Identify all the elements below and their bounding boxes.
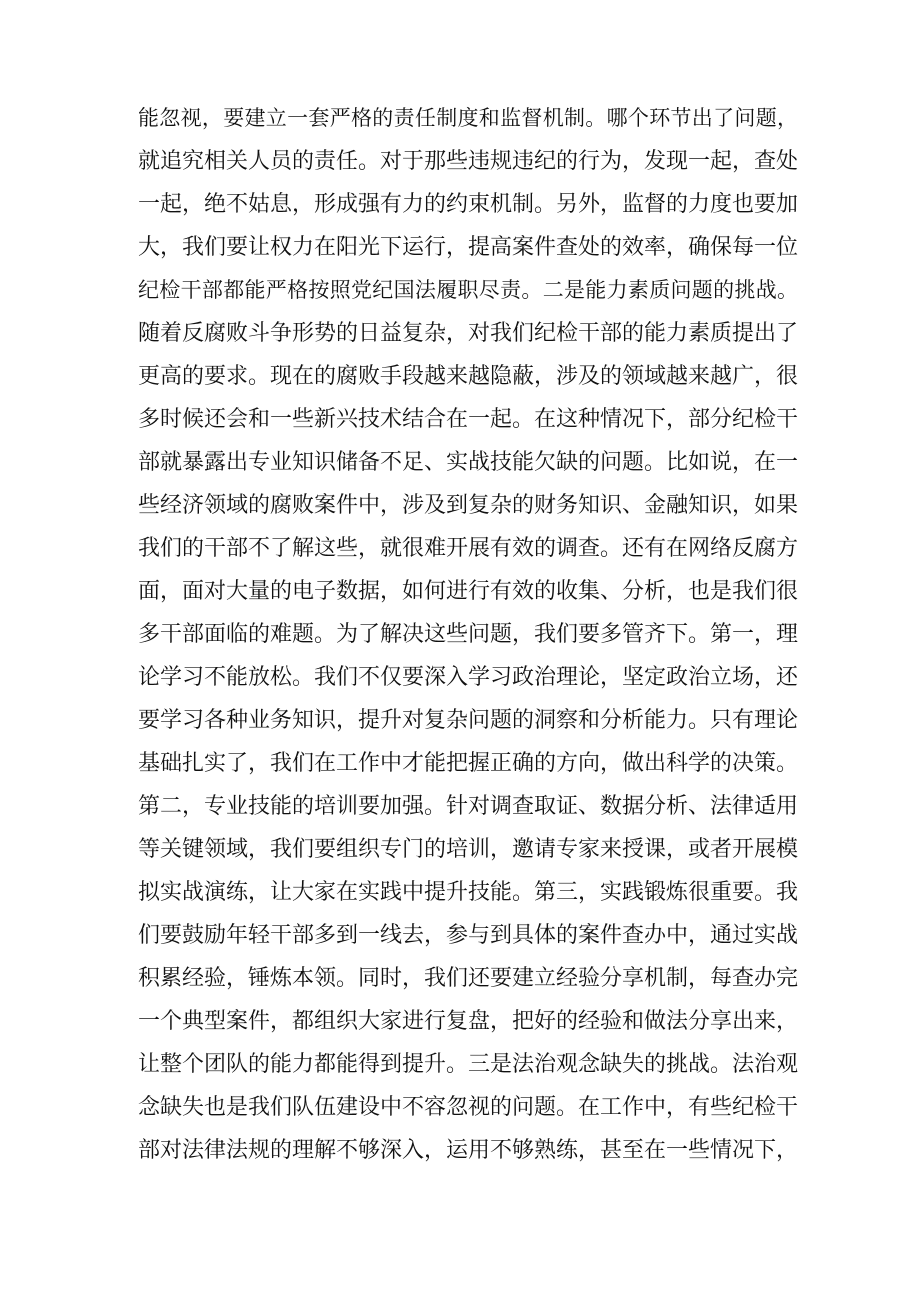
text-line: 些经济领域的腐败案件中，涉及到复杂的财务知识、金融知识，如果	[138, 493, 798, 518]
text-line: 大，我们要让权力在阳光下运行，提高案件查处的效率，确保每一位	[138, 235, 798, 260]
text-line: 一起，绝不姑息，形成强有力的约束机制。另外，监督的力度也要加	[138, 192, 798, 217]
text-line: 面，面对大量的电子数据，如何进行有效的收集、分析，也是我们很	[138, 579, 798, 604]
text-line: 们要鼓励年轻干部多到一线去，参与到具体的案件查办中，通过实战	[138, 923, 798, 948]
text-line: 第二，专业技能的培训要加强。针对调查取证、数据分析、法律适用	[138, 794, 798, 819]
text-line: 基础扎实了，我们在工作中才能把握正确的方向，做出科学的决策。	[138, 751, 798, 776]
text-line: 拟实战演练，让大家在实践中提升技能。第三，实践锻炼很重要。我	[138, 880, 798, 905]
text-line: 论学习不能放松。我们不仅要深入学习政治理论，坚定政治立场，还	[138, 665, 798, 690]
text-line: 积累经验，锤炼本领。同时，我们还要建立经验分享机制，每查办完	[138, 966, 798, 991]
text-line: 一个典型案件，都组织大家进行复盘，把好的经验和做法分享出来，	[138, 1009, 798, 1034]
text-line: 就追究相关人员的责任。对于那些违规违纪的行为，发现一起，查处	[138, 149, 798, 174]
text-line: 念缺失也是我们队伍建设中不容忽视的问题。在工作中，有些纪检干	[138, 1095, 798, 1120]
text-line: 部对法律法规的理解不够深入，运用不够熟练，甚至在一些情况下，	[138, 1138, 798, 1163]
text-line: 随着反腐败斗争形势的日益复杂，对我们纪检干部的能力素质提出了	[138, 321, 798, 346]
text-line: 能忽视，要建立一套严格的责任制度和监督机制。哪个环节出了问题，	[138, 106, 798, 130]
text-line: 多干部面临的难题。为了解决这些问题，我们要多管齐下。第一，理	[138, 622, 798, 647]
text-line: 让整个团队的能力都能得到提升。三是法治观念缺失的挑战。法治观	[138, 1052, 798, 1077]
text-line: 多时候还会和一些新兴技术结合在一起。在这种情况下，部分纪检干	[138, 407, 798, 432]
text-line: 更高的要求。现在的腐败手段越来越隐蔽，涉及的领域越来越广，很	[138, 364, 798, 389]
text-line: 等关键领域，我们要组织专门的培训，邀请专家来授课，或者开展模	[138, 837, 798, 862]
text-line: 要学习各种业务知识，提升对复杂问题的洞察和分析能力。只有理论	[138, 708, 798, 733]
body-text	[138, 97, 798, 1172]
text-line: 纪检干部都能严格按照党纪国法履职尽责。二是能力素质问题的挑战。	[138, 278, 798, 302]
text-line: 部就暴露出专业知识储备不足、实战技能欠缺的问题。比如说，在一	[138, 450, 798, 475]
text-line: 我们的干部不了解这些，就很难开展有效的调查。还有在网络反腐方	[138, 536, 798, 561]
